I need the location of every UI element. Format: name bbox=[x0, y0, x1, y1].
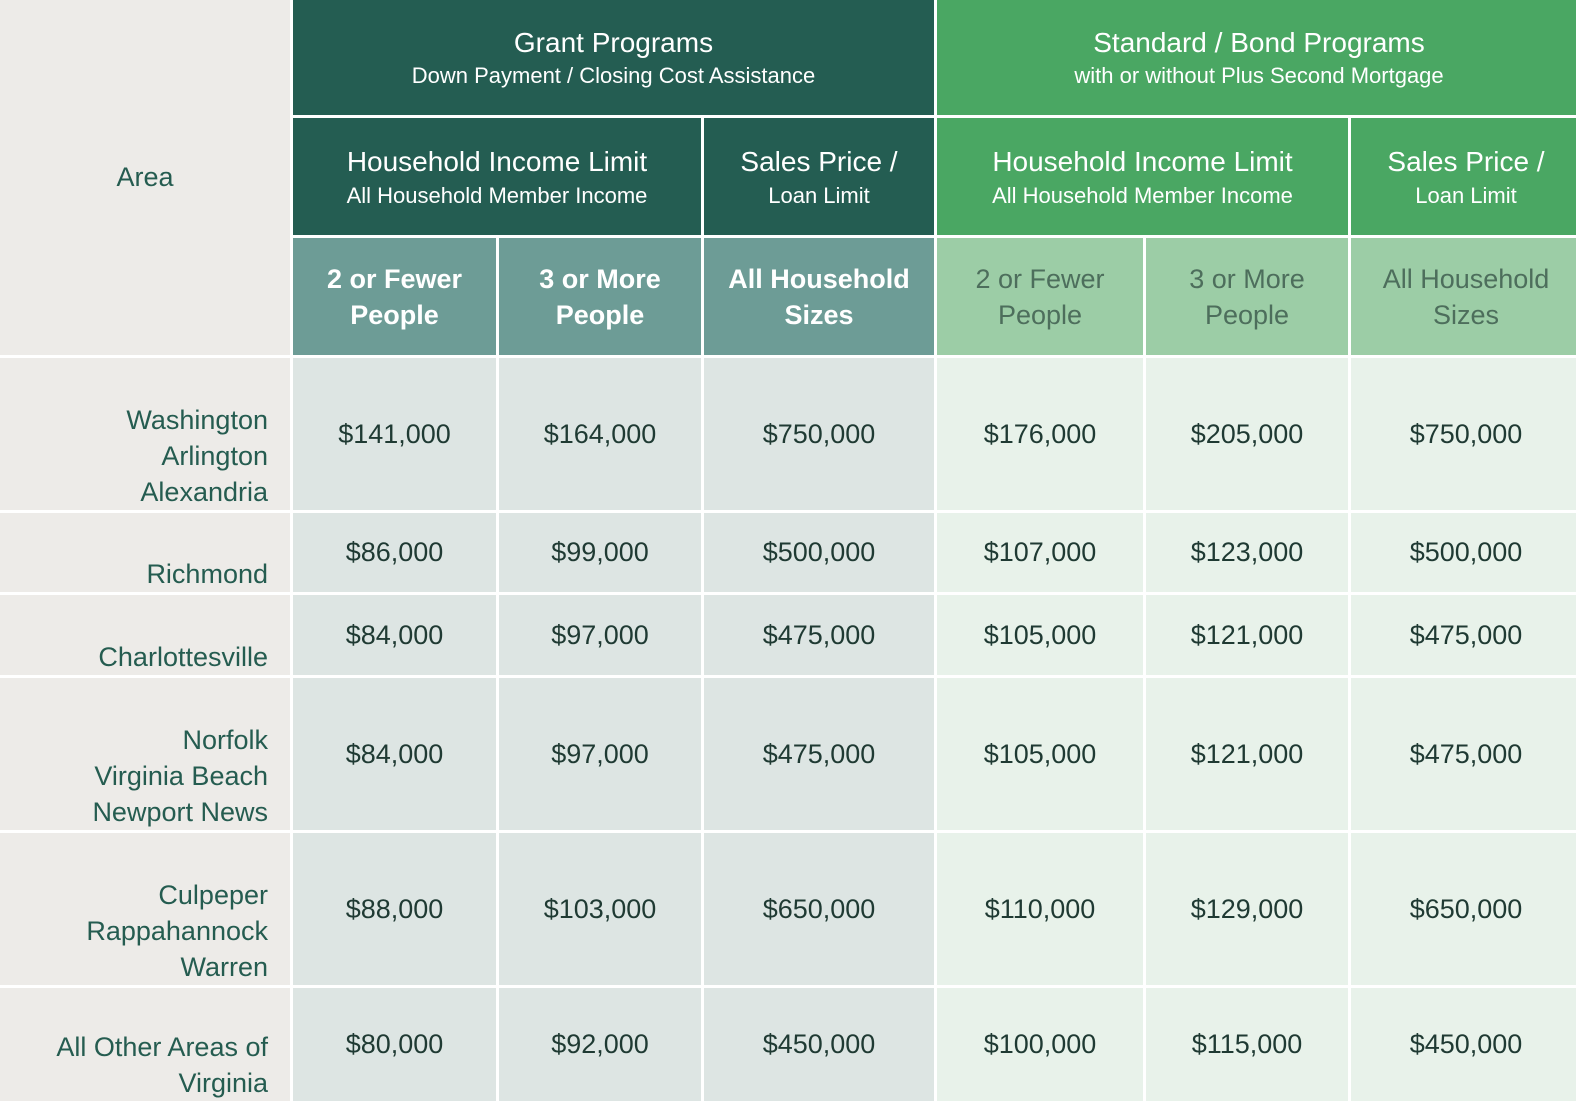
standard-col-label-line1: 3 or More bbox=[1189, 263, 1305, 294]
standard-programs-title: Standard / Bond Programs bbox=[1093, 26, 1425, 58]
grant-programs-subtitle: Down Payment / Closing Cost Assistance bbox=[411, 62, 816, 88]
table-cell: $475,000 bbox=[1351, 678, 1576, 830]
table-cell: $450,000 bbox=[1351, 988, 1576, 1101]
table-cell: $97,000 bbox=[499, 595, 701, 675]
area-label bbox=[0, 988, 290, 1101]
area-header: Area bbox=[0, 0, 290, 355]
table-cell: $121,000 bbox=[1146, 595, 1348, 675]
standard-col-2-or-fewer bbox=[937, 238, 1143, 355]
standard-programs-header bbox=[937, 0, 1576, 115]
table-cell: $105,000 bbox=[937, 678, 1143, 830]
area-label bbox=[0, 358, 290, 510]
grant-col-label-line1: 2 or Fewer bbox=[326, 263, 463, 294]
table-cell: $123,000 bbox=[1146, 513, 1348, 592]
area-label-line: All Other Areas of bbox=[56, 1032, 268, 1062]
table-cell: $129,000 bbox=[1146, 833, 1348, 985]
grant-sales-limit-header bbox=[704, 118, 934, 235]
table-cell: $92,000 bbox=[499, 988, 701, 1101]
standard-income-limit-title: Household Income Limit bbox=[992, 145, 1293, 177]
table-cell: $500,000 bbox=[1351, 513, 1576, 592]
area-label-line: Virginia bbox=[178, 1068, 268, 1098]
table-cell: $750,000 bbox=[704, 358, 934, 510]
table-cell: $100,000 bbox=[937, 988, 1143, 1101]
grant-income-limit-header bbox=[293, 118, 701, 235]
table-cell: $115,000 bbox=[1146, 988, 1348, 1101]
table-cell: $176,000 bbox=[937, 358, 1143, 510]
table-cell: $141,000 bbox=[293, 358, 496, 510]
table-cell: $107,000 bbox=[937, 513, 1143, 592]
area-label-line: Richmond bbox=[146, 559, 268, 589]
table-cell: $450,000 bbox=[704, 988, 934, 1101]
table-cell: $500,000 bbox=[704, 513, 934, 592]
grant-col-all-sizes bbox=[704, 238, 934, 355]
table-cell: $750,000 bbox=[1351, 358, 1576, 510]
table-cell: $110,000 bbox=[937, 833, 1143, 985]
area-label-line: Rappahannock bbox=[86, 916, 268, 946]
grant-col-2-or-fewer bbox=[293, 238, 496, 355]
table-cell: $84,000 bbox=[293, 595, 496, 675]
grant-programs-title: Grant Programs bbox=[513, 26, 714, 58]
grant-sales-limit-subtitle: Loan Limit bbox=[768, 182, 870, 208]
standard-sales-limit-subtitle: Loan Limit bbox=[1415, 182, 1517, 208]
area-label-line: Norfolk bbox=[182, 725, 268, 755]
area-label-line: Alexandria bbox=[140, 477, 268, 507]
table-cell: $475,000 bbox=[1351, 595, 1576, 675]
grant-col-label-line1: 3 or More bbox=[539, 263, 661, 294]
grant-col-label-line2: People bbox=[350, 299, 439, 330]
area-label-line: Charlottesville bbox=[98, 642, 268, 672]
area-label bbox=[0, 595, 290, 675]
area-label-line: Washington bbox=[126, 405, 268, 435]
table-cell: $99,000 bbox=[499, 513, 701, 592]
standard-col-all-sizes bbox=[1351, 238, 1576, 355]
grant-income-limit-title: Household Income Limit bbox=[346, 145, 648, 177]
table-cell: $475,000 bbox=[704, 595, 934, 675]
standard-programs-subtitle: with or without Plus Second Mortgage bbox=[1074, 62, 1444, 88]
grant-col-label-line1: All Household bbox=[728, 263, 910, 294]
standard-income-limit-header bbox=[937, 118, 1348, 235]
table-cell: $205,000 bbox=[1146, 358, 1348, 510]
standard-sales-limit-header bbox=[1351, 118, 1576, 235]
table-cell: $164,000 bbox=[499, 358, 701, 510]
area-label bbox=[0, 833, 290, 985]
standard-col-label-line1: 2 or Fewer bbox=[975, 263, 1105, 294]
table-cell: $121,000 bbox=[1146, 678, 1348, 830]
grant-programs-header bbox=[293, 0, 934, 115]
table-cell: $105,000 bbox=[937, 595, 1143, 675]
grant-col-label-line2: People bbox=[555, 299, 645, 330]
table-cell: $650,000 bbox=[704, 833, 934, 985]
standard-col-3-or-more bbox=[1146, 238, 1348, 355]
table-cell: $86,000 bbox=[293, 513, 496, 592]
area-label-line: Warren bbox=[180, 952, 268, 982]
standard-col-label-line1: All Household bbox=[1382, 263, 1550, 294]
table-cell: $84,000 bbox=[293, 678, 496, 830]
area-label-line: Arlington bbox=[161, 441, 268, 471]
table-cell: $88,000 bbox=[293, 833, 496, 985]
table-cell: $475,000 bbox=[704, 678, 934, 830]
area-label bbox=[0, 513, 290, 592]
area-label bbox=[0, 678, 290, 830]
table-cell: $103,000 bbox=[499, 833, 701, 985]
area-label-line: Newport News bbox=[92, 797, 268, 827]
grant-col-label-line2: Sizes bbox=[784, 299, 854, 330]
grant-col-3-or-more bbox=[499, 238, 701, 355]
standard-income-limit-subtitle: All Household Member Income bbox=[992, 182, 1293, 208]
standard-col-label-line2: People bbox=[997, 299, 1083, 330]
table-cell: $650,000 bbox=[1351, 833, 1576, 985]
area-label-line: Virginia Beach bbox=[94, 761, 268, 791]
area-label-line: Culpeper bbox=[158, 880, 268, 910]
standard-col-label-line2: People bbox=[1204, 299, 1290, 330]
table-cell: $80,000 bbox=[293, 988, 496, 1101]
table-cell: $97,000 bbox=[499, 678, 701, 830]
grant-income-limit-subtitle: All Household Member Income bbox=[346, 182, 648, 208]
standard-col-label-line2: Sizes bbox=[1432, 299, 1500, 330]
grant-sales-limit-title: Sales Price / bbox=[740, 145, 898, 177]
standard-sales-limit-title: Sales Price / bbox=[1387, 145, 1545, 177]
